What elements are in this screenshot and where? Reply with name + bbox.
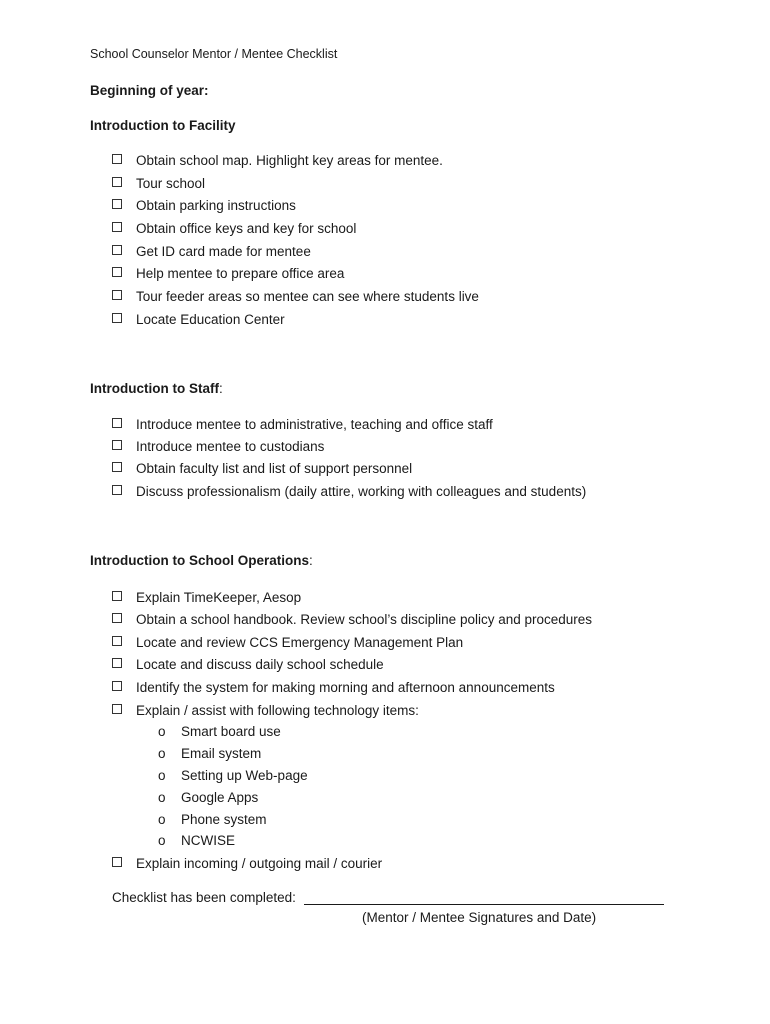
checkbox-icon[interactable] xyxy=(112,313,122,323)
facility-item: Obtain school map. Highlight key areas for mentee. xyxy=(112,153,443,168)
staff-heading: Introduction to Staff: xyxy=(90,381,223,396)
bullet-icon: o xyxy=(158,833,166,848)
tech-item: o Smart board use xyxy=(158,724,281,739)
completion-label: Checklist has been completed: xyxy=(112,890,296,905)
staff-item: Introduce mentee to administrative, teaching and office staff xyxy=(112,417,493,432)
checkbox-icon[interactable] xyxy=(112,704,122,714)
facility-item: Help mentee to prepare office area xyxy=(112,266,344,281)
bullet-icon: o xyxy=(158,768,166,783)
checkbox-icon[interactable] xyxy=(112,418,122,428)
facility-item: Tour school xyxy=(112,176,205,191)
bullet-icon: o xyxy=(158,812,166,827)
beginning-of-year-heading: Beginning of year: xyxy=(90,83,209,98)
bullet-icon: o xyxy=(158,746,166,761)
tech-item: o NCWISE xyxy=(158,833,235,848)
checkbox-icon[interactable] xyxy=(112,245,122,255)
bullet-icon: o xyxy=(158,790,166,805)
checkbox-icon[interactable] xyxy=(112,636,122,646)
facility-item: Tour feeder areas so mentee can see where students live xyxy=(112,289,479,304)
staff-item: Introduce mentee to custodians xyxy=(112,439,324,454)
staff-item: Obtain faculty list and list of support personnel xyxy=(112,461,412,476)
signature-caption: (Mentor / Mentee Signatures and Date) xyxy=(362,910,597,925)
tech-item: o Email system xyxy=(158,746,262,761)
checkbox-icon[interactable] xyxy=(112,290,122,300)
facility-item: Obtain parking instructions xyxy=(112,198,296,213)
checkbox-icon[interactable] xyxy=(112,658,122,668)
operations-item: Explain TimeKeeper, Aesop xyxy=(112,590,301,605)
tech-item: o Phone system xyxy=(158,812,267,827)
checkbox-icon[interactable] xyxy=(112,462,122,472)
checkbox-icon[interactable] xyxy=(112,613,122,623)
tech-item: o Setting up Web-page xyxy=(158,768,308,783)
checkbox-icon[interactable] xyxy=(112,222,122,232)
checkbox-icon[interactable] xyxy=(112,440,122,450)
checkbox-icon[interactable] xyxy=(112,857,122,867)
operations-item: Locate and discuss daily school schedule xyxy=(112,657,384,672)
tech-item: o Google Apps xyxy=(158,790,259,805)
operations-item: Locate and review CCS Emergency Management Plan xyxy=(112,635,463,650)
staff-item: Discuss professionalism (daily attire, working with colleagues and students) xyxy=(112,484,586,499)
checkbox-icon[interactable] xyxy=(112,177,122,187)
operations-item: Explain incoming / outgoing mail / courier xyxy=(112,856,382,871)
bullet-icon: o xyxy=(158,724,166,739)
operations-item: Explain / assist with following technology items: xyxy=(112,703,419,718)
checkbox-icon[interactable] xyxy=(112,154,122,164)
operations-item: Obtain a school handbook. Review school’s discipline policy and procedures xyxy=(112,612,592,627)
facility-item: Locate Education Center xyxy=(112,312,285,327)
facility-item: Get ID card made for mentee xyxy=(112,244,311,259)
document-title: School Counselor Mentor / Mentee Checklist xyxy=(90,47,338,61)
operations-item: Identify the system for making morning and afternoon announcements xyxy=(112,680,555,695)
signature-line[interactable] xyxy=(304,904,664,905)
checkbox-icon[interactable] xyxy=(112,199,122,209)
checkbox-icon[interactable] xyxy=(112,681,122,691)
checkbox-icon[interactable] xyxy=(112,485,122,495)
facility-heading: Introduction to Facility xyxy=(90,118,236,133)
operations-heading: Introduction to School Operations: xyxy=(90,553,313,568)
checkbox-icon[interactable] xyxy=(112,591,122,601)
checkbox-icon[interactable] xyxy=(112,267,122,277)
facility-item: Obtain office keys and key for school xyxy=(112,221,356,236)
